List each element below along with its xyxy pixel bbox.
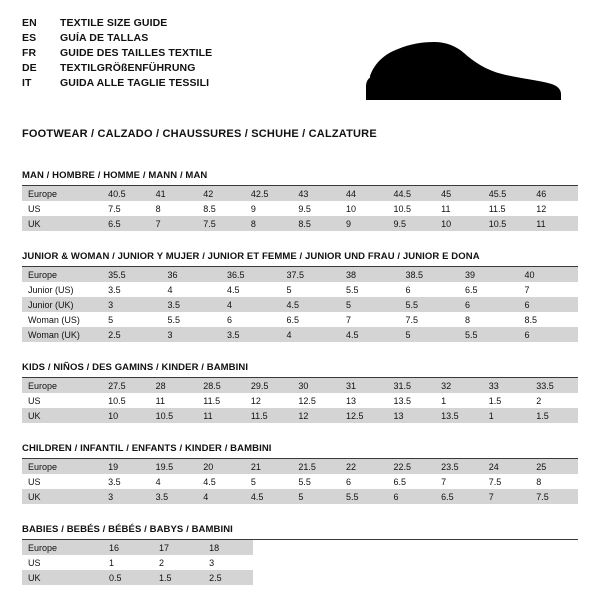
size-cell: 11.5 [245,408,293,423]
table-row [22,378,578,393]
language-guide-title: TEXTILE SIZE GUIDE [60,17,168,29]
size-cell: 10.5 [150,408,198,423]
size-cell: 27.5 [102,378,150,393]
size-cell: 7.5 [399,312,458,327]
size-cell: 19.5 [150,459,198,474]
size-cell: 13.5 [435,408,483,423]
table-row [22,393,578,408]
table-row [22,186,578,201]
language-guide-title: TEXTILGRÖßENFÜHRUNG [60,62,196,74]
table-row [22,297,578,312]
size-cell: 42.5 [245,186,293,201]
size-cell: 31 [340,378,388,393]
size-cell: 8.5 [292,216,340,231]
size-cell: 5 [399,327,458,342]
size-cell: 25 [530,459,578,474]
size-cell: 33.5 [530,378,578,393]
language-row [22,61,212,75]
page-header [22,16,578,110]
size-cell: 40.5 [102,186,150,201]
language-code: EN [22,17,37,29]
size-group-title: KIDS / NIÑOS / DES GAMINS / KINDER / BAMBINI [22,362,578,378]
size-cell: 3 [102,489,150,504]
table-row [22,555,253,570]
size-cell: 1.5 [530,408,578,423]
size-cell: 5.5 [459,327,518,342]
size-cell: 43 [292,186,340,201]
size-cell: 5 [102,312,161,327]
table-row [22,327,578,342]
size-cell: 45 [435,186,483,201]
size-cell: 4.5 [281,297,340,312]
size-cell: 1 [103,555,153,570]
size-cell: 11 [435,201,483,216]
size-cell: 11.5 [483,201,531,216]
size-group [22,443,578,504]
size-cell: 35.5 [102,267,161,282]
size-cell: 9.5 [388,216,436,231]
size-cell: 13.5 [388,393,436,408]
size-cell: 8.5 [197,201,245,216]
size-cell: 4.5 [197,474,245,489]
size-cell: 3 [203,555,253,570]
size-cell: 6.5 [102,216,150,231]
size-cell: 12.5 [340,408,388,423]
table-row [22,570,253,585]
language-code: ES [22,32,37,44]
size-cell: 42 [197,186,245,201]
size-cell: 5 [245,474,293,489]
size-cell: 8 [530,474,578,489]
size-cell: 33 [483,378,531,393]
size-cell: 21 [245,459,293,474]
size-cell: 10 [435,216,483,231]
footwear-section-title: FOOTWEAR / CALZADO / CHAUSSURES / SCHUHE / CALZATURE [22,128,377,140]
size-cell: 2 [153,555,203,570]
size-group [22,524,578,585]
language-code: DE [22,62,37,74]
row-label: US [22,474,102,489]
size-cell: 4.5 [221,282,280,297]
language-title-list [22,16,212,90]
size-cell: 28.5 [197,378,245,393]
language-row [22,46,212,60]
size-cell: 10 [340,201,388,216]
size-cell: 37.5 [281,267,340,282]
size-cell: 11.5 [197,393,245,408]
size-cell: 7 [150,216,198,231]
size-cell: 6.5 [281,312,340,327]
row-label: UK [22,489,102,504]
size-cell: 20 [197,459,245,474]
size-cell: 4 [221,297,280,312]
size-cell: 1 [435,393,483,408]
table-row [22,459,578,474]
size-cell: 5 [292,489,340,504]
size-cell: 10.5 [102,393,150,408]
size-cell: 22.5 [388,459,436,474]
size-cell: 5.5 [162,312,221,327]
language-code: FR [22,47,37,59]
size-cell: 10.5 [388,201,436,216]
size-cell: 12 [530,201,578,216]
row-label: UK [22,570,103,585]
row-label: Europe [22,540,103,555]
table-row [22,474,578,489]
size-cell: 7 [483,489,531,504]
size-cell: 6.5 [459,282,518,297]
size-cell: 4 [150,474,198,489]
size-cell: 9.5 [292,201,340,216]
table-row [22,201,578,216]
row-label: US [22,201,102,216]
size-table [22,459,578,504]
size-cell: 19 [102,459,150,474]
dress-shoe-icon [364,30,564,110]
row-label: Woman (UK) [22,327,102,342]
size-cell: 5.5 [340,489,388,504]
size-cell: 6 [518,327,578,342]
language-guide-title: GUIDA ALLE TAGLIE TESSILI [60,77,210,89]
table-row [22,216,578,231]
size-cell: 11 [150,393,198,408]
size-cell: 10.5 [483,216,531,231]
size-cell: 10 [102,408,150,423]
size-cell: 3.5 [102,474,150,489]
size-cell: 5 [340,297,399,312]
size-cell: 24 [483,459,531,474]
size-cell: 16 [103,540,153,555]
size-cell: 38 [340,267,399,282]
table-row [22,282,578,297]
language-row [22,76,212,90]
size-cell: 5.5 [399,297,458,312]
size-group [22,251,578,342]
size-cell: 8 [150,201,198,216]
size-cell: 7 [340,312,399,327]
size-table [22,540,253,585]
size-cell: 6 [518,297,578,312]
size-cell: 8 [245,216,293,231]
size-group-title: JUNIOR & WOMAN / JUNIOR Y MUJER / JUNIOR ET FEMME / JUNIOR UND FRAU / JUNIOR E DONA [22,251,578,267]
size-cell: 12.5 [292,393,340,408]
size-cell: 44.5 [388,186,436,201]
size-cell: 11 [197,408,245,423]
row-label: Europe [22,459,102,474]
row-label: Junior (US) [22,282,102,297]
size-cell: 7.5 [102,201,150,216]
size-group-title: CHILDREN / INFANTIL / ENFANTS / KINDER / BAMBINI [22,443,578,459]
row-label: UK [22,408,102,423]
size-cell: 5 [281,282,340,297]
size-cell: 6 [459,297,518,312]
row-label: Europe [22,267,102,282]
size-cell: 6 [399,282,458,297]
size-cell: 7.5 [197,216,245,231]
size-cell: 13 [340,393,388,408]
size-cell: 46 [530,186,578,201]
size-cell: 1.5 [153,570,203,585]
size-cell: 11 [530,216,578,231]
size-cell: 2.5 [102,327,161,342]
size-cell: 13 [388,408,436,423]
row-label: US [22,393,102,408]
size-group-title: MAN / HOMBRE / HOMME / MANN / MAN [22,170,578,186]
table-row [22,267,578,282]
size-cell: 39 [459,267,518,282]
table-row [22,489,578,504]
size-cell: 0.5 [103,570,153,585]
row-label: UK [22,216,102,231]
size-cell: 12 [245,393,293,408]
table-row [22,312,578,327]
size-cell: 8.5 [518,312,578,327]
size-cell: 6.5 [435,489,483,504]
size-cell: 3.5 [150,489,198,504]
size-cell: 40 [518,267,578,282]
size-cell: 3.5 [221,327,280,342]
size-cell: 22 [340,459,388,474]
size-cell: 6.5 [388,474,436,489]
size-cell: 38.5 [399,267,458,282]
language-row [22,16,212,30]
size-table [22,378,578,423]
size-cell: 17 [153,540,203,555]
row-label: US [22,555,103,570]
size-cell: 21.5 [292,459,340,474]
table-row [22,540,253,555]
size-cell: 36 [162,267,221,282]
size-cell: 7.5 [483,474,531,489]
size-cell: 6 [340,474,388,489]
size-cell: 6 [221,312,280,327]
size-cell: 4 [162,282,221,297]
size-cell: 2 [530,393,578,408]
size-group [22,170,578,231]
size-table [22,186,578,231]
size-cell: 3.5 [162,297,221,312]
size-cell: 2.5 [203,570,253,585]
language-guide-title: GUÍA DE TALLAS [60,32,149,44]
size-cell: 5.5 [340,282,399,297]
size-cell: 4.5 [245,489,293,504]
size-group-title: BABIES / BEBÉS / BÉBÉS / BABYS / BAMBINI [22,524,578,540]
size-cell: 3 [102,297,161,312]
row-label: Europe [22,378,102,393]
row-label: Woman (US) [22,312,102,327]
size-cell: 7 [518,282,578,297]
size-cell: 12 [292,408,340,423]
size-group [22,362,578,423]
size-cell: 30 [292,378,340,393]
size-cell: 6 [388,489,436,504]
size-cell: 44 [340,186,388,201]
size-cell: 23.5 [435,459,483,474]
size-cell: 18 [203,540,253,555]
size-cell: 32 [435,378,483,393]
size-cell: 41 [150,186,198,201]
size-cell: 1.5 [483,393,531,408]
size-cell: 1 [483,408,531,423]
language-row [22,31,212,45]
size-cell: 7 [435,474,483,489]
size-cell: 7.5 [530,489,578,504]
size-cell: 31.5 [388,378,436,393]
size-tables-container [22,170,578,585]
size-cell: 28 [150,378,198,393]
size-cell: 36.5 [221,267,280,282]
size-cell: 3 [162,327,221,342]
row-label: Europe [22,186,102,201]
language-code: IT [22,77,32,89]
size-cell: 9 [340,216,388,231]
size-cell: 45.5 [483,186,531,201]
size-cell: 3.5 [102,282,161,297]
size-cell: 4 [281,327,340,342]
row-label: Junior (UK) [22,297,102,312]
language-guide-title: GUIDE DES TAILLES TEXTILE [60,47,213,59]
table-row [22,408,578,423]
size-cell: 29.5 [245,378,293,393]
size-cell: 9 [245,201,293,216]
size-cell: 5.5 [292,474,340,489]
size-cell: 8 [459,312,518,327]
size-cell: 4.5 [340,327,399,342]
size-table [22,267,578,342]
size-cell: 4 [197,489,245,504]
